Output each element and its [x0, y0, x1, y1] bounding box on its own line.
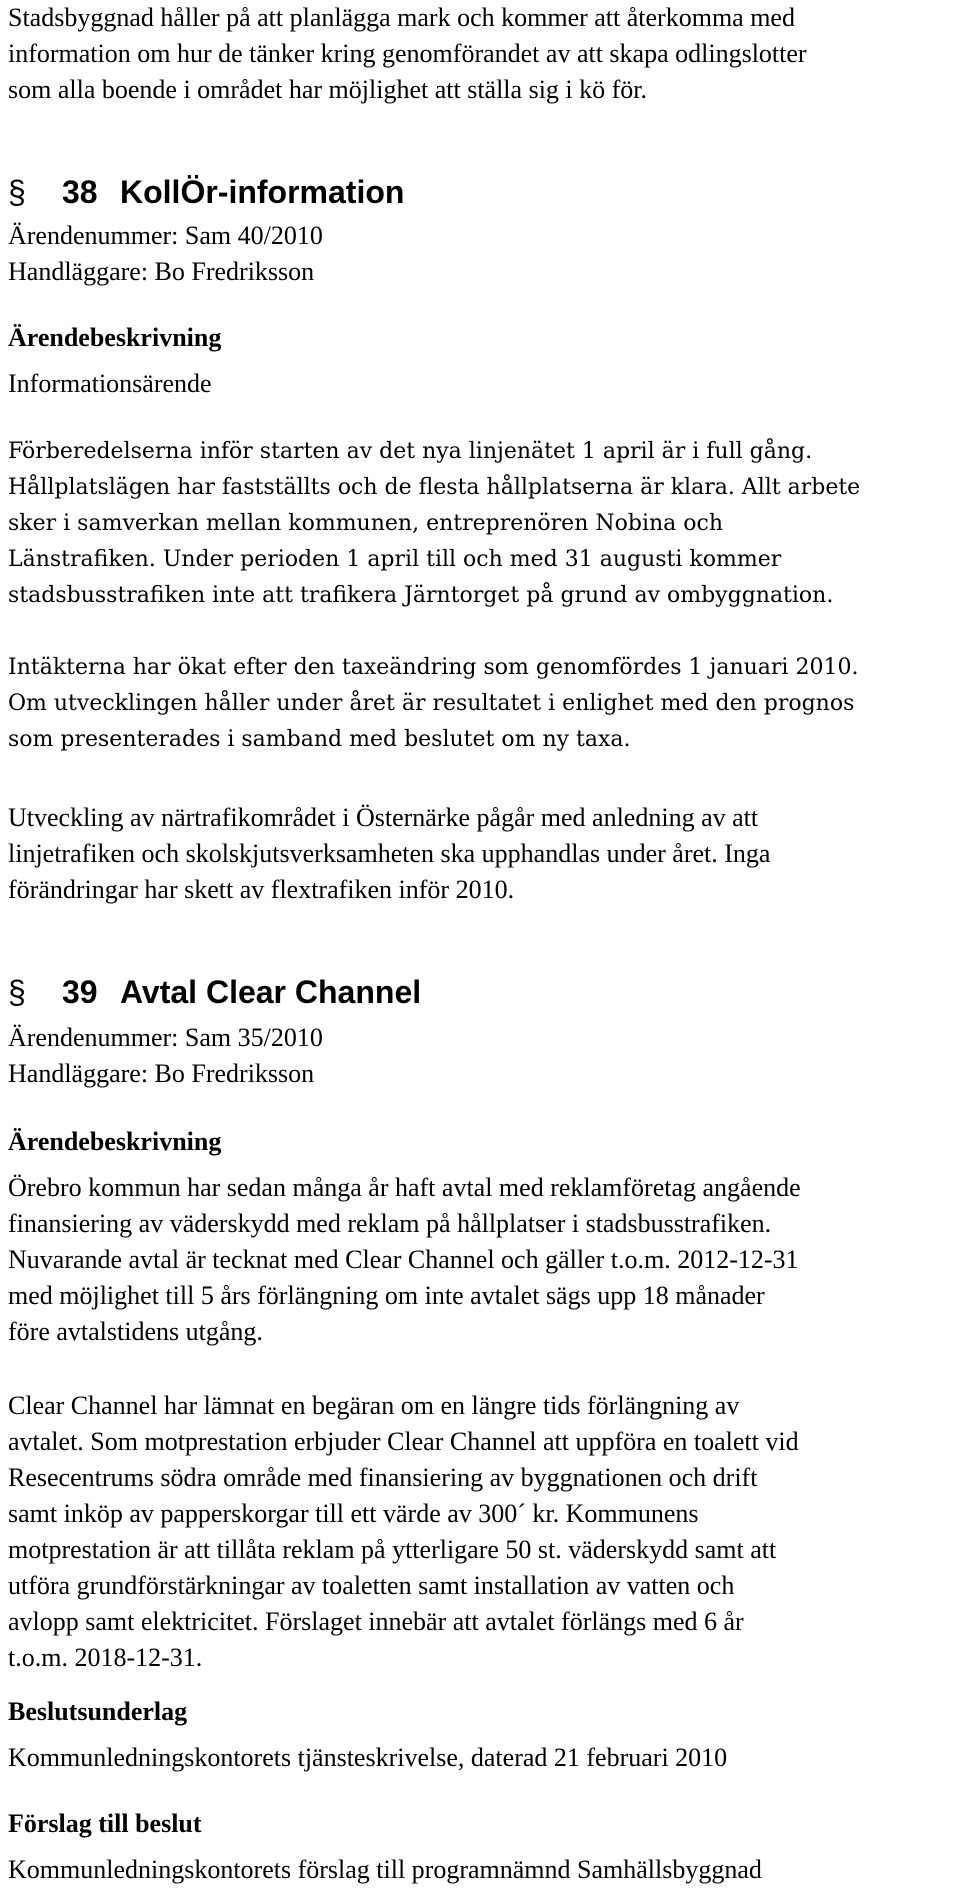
- intro-line: Stadsbyggnad håller på att planlägga mark och kommer att återkomma med: [8, 3, 795, 32]
- paragraph-line: motprestation är att tillåta reklam på ytterligare 50 st. väderskydd samt att: [8, 1535, 777, 1564]
- item-39-proposal-text: Kommunledningskontorets förslag till programnämnd Samhällsbyggnad: [8, 1855, 762, 1884]
- paragraph-line: sker i samverkan mellan kommunen, entreprenören Nobina och: [8, 511, 723, 536]
- item-39-heading: [8, 972, 421, 1012]
- paragraph-line: Länstrafiken. Under perioden 1 april till och med 31 augusti kommer: [8, 547, 782, 572]
- paragraph-line: med möjlighet till 5 års förlängning om inte avtalet sägs upp 18 månader: [8, 1281, 765, 1310]
- paragraph-line: Örebro kommun har sedan många år haft avtal med reklamföretag angående: [8, 1173, 801, 1202]
- item-39-paragraph-1: [8, 1170, 960, 1350]
- item-39-officer: Handläggare: Bo Fredriksson: [8, 1059, 315, 1088]
- paragraph-line: före avtalstidens utgång.: [8, 1317, 263, 1346]
- item-39-basis-heading: Beslutsunderlag: [8, 1697, 188, 1726]
- item-38-heading: [8, 172, 404, 212]
- paragraph-line: Förberedelserna inför starten av det nya linjenätet 1 april är i full gång.: [8, 439, 813, 464]
- paragraph-line: avtalet. Som motprestation erbjuder Clear Channel att uppföra en toalett vid: [8, 1427, 799, 1456]
- paragraph-line: avlopp samt elektricitet. Förslaget innebär att avtalet förlängs med 6 år: [8, 1607, 744, 1636]
- item-38-case-number: Ärendenummer: Sam 40/2010: [8, 221, 323, 250]
- intro-paragraph: [8, 0, 960, 108]
- paragraph-line: Om utvecklingen håller under året är resultatet i enlighet med den prognos: [8, 691, 855, 716]
- item-38-paragraph-3: [8, 800, 960, 908]
- paragraph-line: Utveckling av närtrafikområdet i Östernärke pågår med anledning av att: [8, 803, 759, 832]
- paragraph-line: förändringar har skett av flextrafiken inför 2010.: [8, 875, 515, 904]
- section-symbol: §: [8, 174, 26, 210]
- item-39-paragraph-2: [8, 1388, 960, 1676]
- paragraph-line: som presenterades i samband med beslutet om ny taxa.: [8, 727, 631, 752]
- paragraph-line: finansiering av väderskydd med reklam på hållplatser i stadsbusstrafiken.: [8, 1209, 772, 1238]
- paragraph-line: stadsbusstrafiken inte att trafikera Järntorget på grund av ombyggnation.: [8, 583, 834, 608]
- item-39-case-number: Ärendenummer: Sam 35/2010: [8, 1023, 323, 1052]
- item-39-proposal-heading: Förslag till beslut: [8, 1809, 202, 1838]
- paragraph-line: samt inköp av papperskorgar till ett värde av 300´ kr. Kommunens: [8, 1499, 699, 1528]
- item-38-paragraph-2: [8, 650, 960, 758]
- paragraph-line: t.o.m. 2018-12-31.: [8, 1643, 203, 1672]
- item-number: 39: [62, 974, 98, 1010]
- section-symbol: §: [8, 974, 26, 1010]
- paragraph-line: Intäkterna har ökat efter den taxeändring som genomfördes 1 januari 2010.: [8, 655, 859, 680]
- item-39-basis-text: Kommunledningskontorets tjänsteskrivelse, daterad 21 februari 2010: [8, 1743, 728, 1772]
- item-38-description-heading: Ärendebeskrivning: [8, 323, 222, 352]
- item-38-description-type: Informationsärende: [8, 369, 212, 398]
- item-38-officer: Handläggare: Bo Fredriksson: [8, 257, 315, 286]
- paragraph-line: Nuvarande avtal är tecknat med Clear Channel och gäller t.o.m. 2012-12-31: [8, 1245, 799, 1274]
- paragraph-line: Hållplatslägen har fastställts och de flesta hållplatserna är klara. Allt arbete: [8, 475, 861, 500]
- item-title: KollÖr-information: [120, 174, 405, 210]
- item-38-paragraph-1: [8, 434, 960, 614]
- item-number: 38: [62, 174, 98, 210]
- item-title: Avtal Clear Channel: [120, 974, 422, 1010]
- intro-line: information om hur de tänker kring genomförandet av att skapa odlingslotter: [8, 39, 807, 68]
- intro-line: som alla boende i området har möjlighet att ställa sig i kö för.: [8, 75, 648, 104]
- paragraph-line: linjetrafiken och skolskjutsverksamheten ska upphandlas under året. Inga: [8, 839, 771, 868]
- paragraph-line: Resecentrums södra område med finansiering av byggnationen och drift: [8, 1463, 758, 1492]
- item-39-description-heading: Ärendebeskrivning: [8, 1127, 222, 1156]
- paragraph-line: utföra grundförstärkningar av toaletten samt installation av vatten och: [8, 1571, 735, 1600]
- paragraph-line: Clear Channel har lämnat en begäran om en längre tids förlängning av: [8, 1391, 740, 1420]
